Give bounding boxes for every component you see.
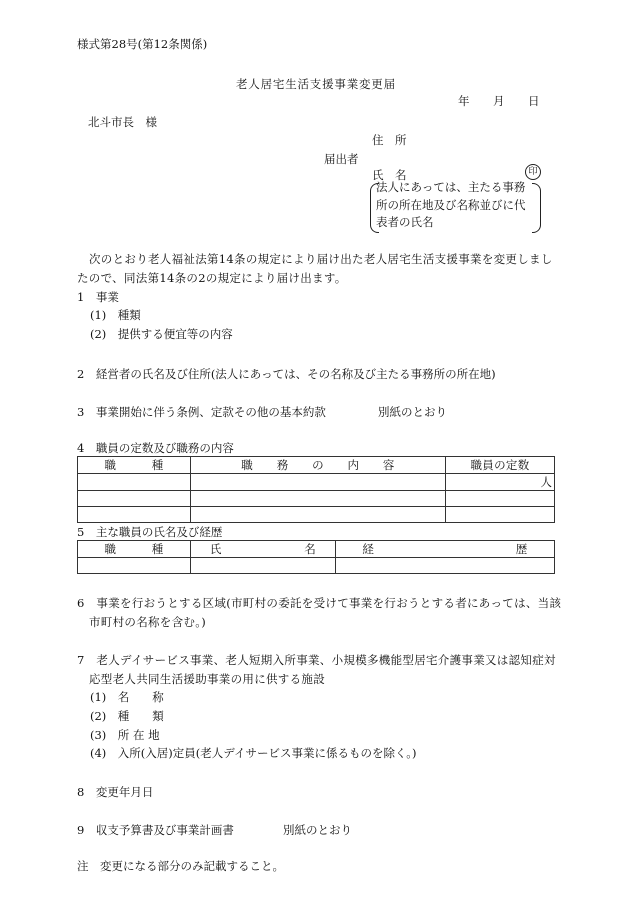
staff-duties-table — [77, 456, 555, 523]
table-cell[interactable] — [78, 491, 191, 507]
table-cell[interactable] — [78, 558, 191, 574]
table-cell[interactable] — [191, 474, 446, 491]
table-row — [78, 474, 555, 491]
date-day: 日 — [528, 94, 540, 108]
table-cell[interactable] — [446, 507, 555, 523]
intro-paragraph: 次のとおり老人福祉法第14条の規定により届け出た老人居宅生活支援事業を変更しましたので、同法第14条の2の規定により届け出ます。 — [77, 252, 553, 285]
date-month: 月 — [493, 94, 505, 108]
table-cell[interactable] — [78, 507, 191, 523]
section-7-item-2: (2) 種 類 — [90, 709, 164, 723]
header-job-type: 職 種 — [78, 541, 191, 558]
section-1-title: 1 事業 — [77, 290, 119, 304]
table-header-row — [78, 457, 555, 474]
main-staff-table — [77, 540, 555, 574]
section-1-item-2: (2) 提供する便宜等の内容 — [90, 327, 233, 341]
table-cell[interactable] — [336, 558, 555, 574]
section-9-title: 9 収支予算書及び事業計画書 — [77, 823, 234, 837]
section-3-title: 3 事業開始に伴う条例、定款その他の基本約款 — [77, 405, 326, 419]
section-6-title: 6 事業を行おうとする区域(市町村の委託を受けて事業を行おうとする者にあっては、当該市町村の名称を含む。) — [77, 596, 562, 629]
unit-label: 人 — [540, 475, 552, 489]
header-duties: 職 務 の 内 容 — [191, 457, 446, 474]
header-job-type: 職 種 — [78, 457, 191, 474]
name-label: 氏 名 — [372, 168, 407, 182]
section-2-title: 2 経営者の氏名及び住所(法人にあっては、その名称及び主たる事務所の所在地) — [77, 367, 496, 381]
corporate-note: 法人にあっては、主たる事務所の所在地及び名称並びに代表者の氏名 — [376, 180, 526, 229]
address-label: 住 所 — [372, 133, 407, 147]
section-4-title: 4 職員の定数及び職務の内容 — [77, 441, 234, 455]
header-name: 氏 名 — [191, 541, 336, 558]
header-staff-count: 職員の定数 — [446, 457, 555, 474]
footnote: 注 変更になる部分のみ記載すること。 — [77, 859, 284, 873]
table-header-row — [78, 541, 555, 558]
table-cell[interactable] — [191, 507, 446, 523]
section-7-item-3: (3) 所 在 地 — [90, 728, 160, 742]
table-cell[interactable] — [191, 491, 446, 507]
section-7-item-4: (4) 入所(入居)定員(老人デイサービス事業に係るものを除く。) — [90, 746, 417, 760]
section-3-value: 別紙のとおり — [378, 405, 447, 419]
date-year: 年 — [458, 94, 470, 108]
section-5-title: 5 主な職員の氏名及び経歴 — [77, 525, 223, 539]
table-row — [78, 507, 555, 523]
section-1-item-1: (1) 種類 — [90, 308, 141, 322]
table-cell[interactable] — [78, 474, 191, 491]
section-9-value: 別紙のとおり — [283, 823, 352, 837]
table-cell[interactable] — [446, 491, 555, 507]
staff-count-cell[interactable] — [446, 474, 555, 491]
seal-mark: 印 — [525, 164, 541, 180]
section-7-item-1: (1) 名 称 — [90, 690, 164, 704]
table-row — [78, 558, 555, 574]
form-number: 様式第28号(第12条関係) — [77, 37, 208, 51]
table-cell[interactable] — [191, 558, 336, 574]
header-career: 経 歴 — [336, 541, 555, 558]
submitter-label: 届出者 — [324, 152, 359, 166]
section-7-title: 7 老人デイサービス事業、老人短期入所事業、小規模多機能型居宅介護事業又は認知症対応型老人共同生活援助事業の用に供する施設 — [77, 653, 556, 686]
addressee: 北斗市長 様 — [88, 115, 157, 129]
table-row — [78, 491, 555, 507]
section-8-title: 8 変更年月日 — [77, 785, 154, 799]
document-title: 老人居宅生活支援事業変更届 — [236, 77, 396, 91]
